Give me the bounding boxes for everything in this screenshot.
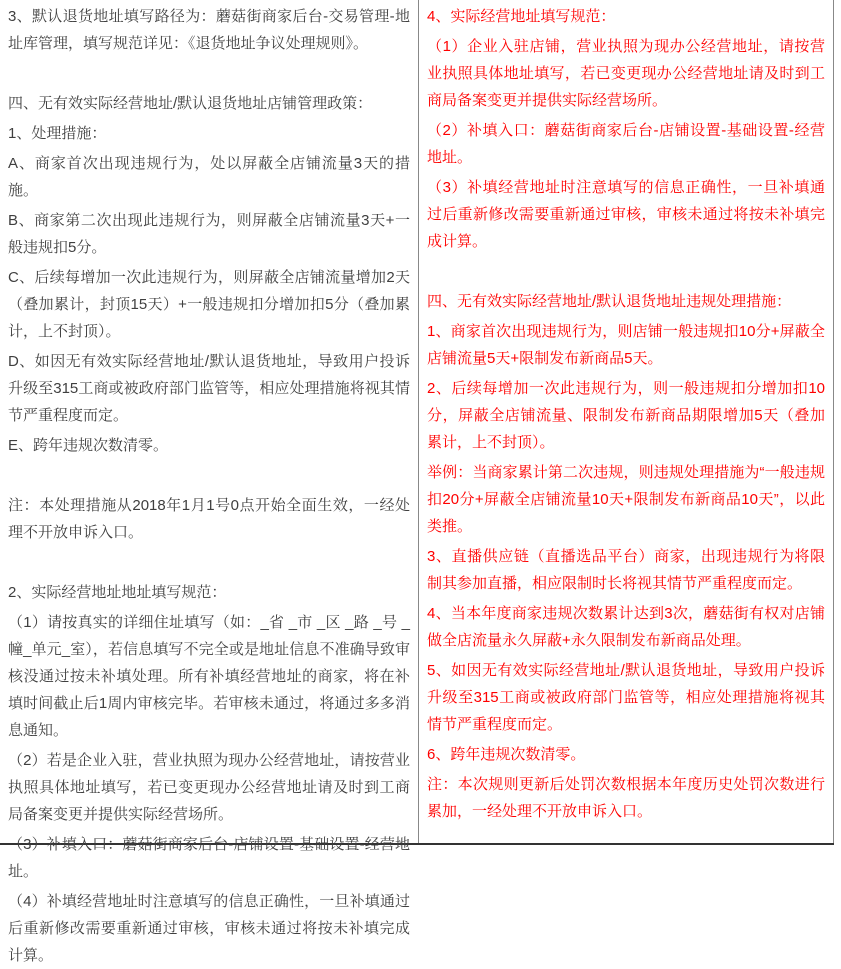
paragraph: （2）补填入口：蘑菇街商家后台-店铺设置-基础设置-经营地址。	[427, 122, 825, 166]
paragraph: B、商家第二次出现此违规行为，则屏蔽全店铺流量3天+一般违规扣5分。	[8, 212, 410, 256]
paragraph: （1）企业入驻店铺，营业执照为现办公经营地址，请按营业执照具体地址填写，若已变更现办公经营地址请及时到工商局备案变更并提供实际经营场所。	[427, 38, 825, 109]
policy-column-left	[0, 0, 419, 964]
paragraph: 1、处理措施：	[8, 125, 107, 142]
paragraph: E、跨年违规次数清零。	[8, 437, 169, 454]
paragraph-spacer	[8, 462, 410, 489]
policy-column-right	[419, 0, 834, 843]
paragraph: 注：本处理措施从2018年1月1号0点开始全面生效，一经处理不开放申诉入口。	[8, 497, 410, 541]
paragraph: 4、当本年度商家违规次数累计达到3次，蘑菇街有权对店铺做全店流量永久屏蔽+永久限制发布新商品处理。	[427, 605, 825, 649]
paragraph: 举例：当商家累计第二次违规，则违规处理措施为“一般违规扣20分+屏蔽全店铺流量10天+限制发布新商品10天”，以此类推。	[427, 464, 825, 535]
paragraph: 3、默认退货地址填写路径为：蘑菇街商家后台-交易管理-地址库管理，填写规范详见：《退货地址争议处理规则》。	[8, 8, 410, 52]
paragraph: 5、如因无有效实际经营地址/默认退货地址，导致用户投诉升级至315工商或被政府部门监管等，相应处理措施将视其情节严重程度而定。	[427, 662, 825, 733]
paragraph: （1）请按真实的详细住址填写（如：_省 _市 _区 _路 _号 _幢_单元_室），若信息填写不完全或是地址信息不准确导致审核没通过按未补填处理。所有补填经营地址的商家，将在补填时间截止后1周内审核完毕。若审核未通过，将通过多多消息通知。	[8, 614, 410, 739]
paragraph: 2、实际经营地址地址填写规范：	[8, 584, 227, 601]
paragraph: 注：本次规则更新后处罚次数根据本年度历史处罚次数进行累加，一经处理不开放申诉入口。	[427, 776, 825, 820]
paragraph-spacer	[427, 258, 825, 285]
paragraph-spacer	[8, 60, 410, 87]
paragraph: D、如因无有效实际经营地址/默认退货地址，导致用户投诉升级至315工商或被政府部门监管等，相应处理措施将视其情节严重程度而定。	[8, 353, 410, 424]
paragraph: 四、无有效实际经营地址/默认退货地址店铺管理政策：	[8, 95, 373, 112]
paragraph: （3）补填经营地址时注意填写的信息正确性，一旦补填通过后重新修改需要重新通过审核，审核未通过将按未补填完成计算。	[427, 179, 825, 250]
paragraph: C、后续每增加一次此违规行为，则屏蔽全店铺流量增加2天（叠加累计，封顶15天）+一般违规扣分增加扣5分（叠加累计，上不封顶）。	[8, 269, 410, 340]
paragraph: （2）若是企业入驻，营业执照为现办公经营地址，请按营业执照具体地址填写，若已变更现办公经营地址请及时到工商局备案变更并提供实际经营场所。	[8, 752, 410, 823]
paragraph: 1、商家首次出现违规行为，则店铺一般违规扣10分+屏蔽全店铺流量5天+限制发布新商品5天。	[427, 323, 825, 367]
paragraph: （3）补填入口：蘑菇街商家后台-店铺设置-基础设置-经营地址。	[8, 836, 410, 880]
paragraph-spacer	[8, 549, 410, 576]
paragraph: 4、实际经营地址填写规范：	[427, 8, 616, 25]
paragraph: 3、直播供应链（直播选品平台）商家，出现违规行为将限制其参加直播，相应限制时长将视其情节严重程度而定。	[427, 548, 825, 592]
paragraph: 6、跨年违规次数清零。	[427, 746, 586, 763]
paragraph: 2、后续每增加一次此违规行为，则一般违规扣分增加扣10分，屏蔽全店铺流量、限制发布新商品期限增加5天（叠加累计，上不封顶）。	[427, 380, 825, 451]
paragraph: 四、无有效实际经营地址/默认退货地址违规处理措施：	[427, 293, 792, 310]
paragraph: （4）补填经营地址时注意填写的信息正确性，一旦补填通过后重新修改需要重新通过审核，审核未通过将按未补填完成计算。	[8, 893, 410, 964]
paragraph: A、商家首次出现违规行为，处以屏蔽全店铺流量3天的措施。	[8, 155, 410, 199]
